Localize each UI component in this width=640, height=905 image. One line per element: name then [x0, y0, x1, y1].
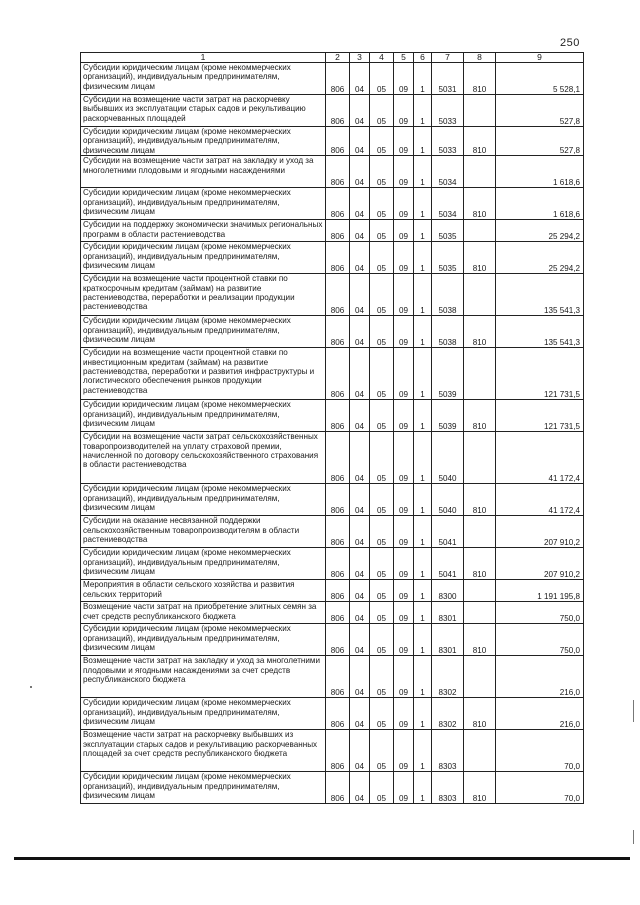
code-cell: 810	[464, 624, 496, 656]
code-cell: 1	[414, 624, 432, 656]
code-cell: 810	[464, 698, 496, 730]
code-cell: 1	[414, 432, 432, 484]
header-cell: 6	[414, 53, 432, 63]
code-cell: 09	[394, 63, 414, 95]
amount-cell: 121 731,5	[496, 348, 584, 400]
row-name-cell: Субсидии на оказание несвязанной поддержки сельскохозяйственным товаропроизводителям в области растениеводства	[81, 516, 326, 548]
code-cell: 05	[370, 188, 394, 220]
code-cell: 04	[350, 348, 370, 400]
code-cell: 810	[464, 63, 496, 95]
table-row	[81, 624, 584, 656]
code-cell: 5039	[432, 348, 464, 400]
code-cell: 1	[414, 602, 432, 624]
header-cell: 1	[81, 53, 326, 63]
amount-cell: 41 172,4	[496, 484, 584, 516]
header-cell: 4	[370, 53, 394, 63]
code-cell: 04	[350, 602, 370, 624]
row-name-cell: Субсидии юридическим лицам (кроме некоммерческих организаций), индивидуальным предпринимателям, физическим лицам	[81, 63, 326, 95]
code-cell	[464, 516, 496, 548]
table-row	[81, 95, 584, 127]
code-cell: 806	[326, 316, 350, 348]
table-row	[81, 698, 584, 730]
code-cell	[464, 348, 496, 400]
code-cell: 05	[370, 548, 394, 580]
amount-cell: 750,0	[496, 624, 584, 656]
code-cell: 04	[350, 220, 370, 242]
code-cell: 806	[326, 516, 350, 548]
budget-table	[80, 52, 584, 804]
code-cell: 09	[394, 624, 414, 656]
amount-cell: 25 294,2	[496, 220, 584, 242]
code-cell: 09	[394, 432, 414, 484]
header-cell: 5	[394, 53, 414, 63]
code-cell	[464, 156, 496, 188]
code-cell: 1	[414, 772, 432, 804]
table-row	[81, 516, 584, 548]
code-cell: 810	[464, 316, 496, 348]
code-cell: 5034	[432, 156, 464, 188]
code-cell: 05	[370, 698, 394, 730]
code-cell: 5033	[432, 95, 464, 127]
header-cell: 9	[496, 53, 584, 63]
code-cell: 09	[394, 274, 414, 316]
amount-cell: 1 191 195,8	[496, 580, 584, 602]
code-cell: 806	[326, 400, 350, 432]
code-cell: 05	[370, 580, 394, 602]
code-cell: 09	[394, 400, 414, 432]
code-cell: 1	[414, 127, 432, 156]
code-cell	[464, 220, 496, 242]
code-cell: 806	[326, 274, 350, 316]
amount-cell: 135 541,3	[496, 316, 584, 348]
code-cell: 1	[414, 348, 432, 400]
row-name-cell: Субсидии на возмещение части затрат на раскорчевку выбывших из эксплуатации старых садов и рекультивацию раскорчеванных площадей	[81, 95, 326, 127]
code-cell: 04	[350, 95, 370, 127]
code-cell: 806	[326, 484, 350, 516]
header-cell: 7	[432, 53, 464, 63]
code-cell: 5040	[432, 484, 464, 516]
code-cell: 810	[464, 484, 496, 516]
code-cell: 5038	[432, 316, 464, 348]
table-row	[81, 580, 584, 602]
code-cell: 806	[326, 95, 350, 127]
code-cell: 05	[370, 602, 394, 624]
code-cell	[464, 432, 496, 484]
table-header	[81, 53, 584, 63]
amount-cell: 5 528,1	[496, 63, 584, 95]
scan-speck	[30, 686, 32, 688]
code-cell: 04	[350, 188, 370, 220]
row-name-cell: Возмещение части затрат на приобретение элитных семян за счет средств республиканского бюджета	[81, 602, 326, 624]
amount-cell: 70,0	[496, 772, 584, 804]
code-cell: 05	[370, 95, 394, 127]
code-cell: 806	[326, 548, 350, 580]
table-row	[81, 274, 584, 316]
amount-cell: 527,8	[496, 95, 584, 127]
row-name-cell: Субсидии юридическим лицам (кроме некоммерческих организаций), индивидуальным предпринимателям, физическим лицам	[81, 624, 326, 656]
amount-cell: 70,0	[496, 730, 584, 772]
table-row	[81, 188, 584, 220]
amount-cell: 1 618,6	[496, 188, 584, 220]
code-cell	[464, 656, 496, 698]
table-row	[81, 432, 584, 484]
code-cell: 8302	[432, 698, 464, 730]
code-cell: 5039	[432, 400, 464, 432]
code-cell: 806	[326, 63, 350, 95]
row-name-cell: Возмещение части затрат на раскорчевку выбывших из эксплуатации старых садов и рекультивацию раскорчеванных площадей за счет средств республиканского бюджета	[81, 730, 326, 772]
table-row	[81, 400, 584, 432]
scan-streak	[633, 830, 634, 844]
table-row	[81, 602, 584, 624]
code-cell: 806	[326, 730, 350, 772]
table-row	[81, 730, 584, 772]
code-cell: 04	[350, 656, 370, 698]
code-cell: 806	[326, 127, 350, 156]
code-cell: 806	[326, 580, 350, 602]
row-name-cell: Субсидии юридическим лицам (кроме некоммерческих организаций), индивидуальным предпринимателям, физическим лицам	[81, 484, 326, 516]
code-cell: 1	[414, 242, 432, 274]
amount-cell: 216,0	[496, 656, 584, 698]
code-cell: 05	[370, 316, 394, 348]
code-cell: 09	[394, 156, 414, 188]
row-name-cell: Возмещение части затрат на закладку и уход за многолетними плодовыми и ягодными насаждениями за счет средств республиканского бюджета	[81, 656, 326, 698]
code-cell: 05	[370, 400, 394, 432]
code-cell: 1	[414, 656, 432, 698]
code-cell: 1	[414, 63, 432, 95]
row-name-cell: Субсидии юридическим лицам (кроме некоммерческих организаций), индивидуальным предпринимателям, физическим лицам	[81, 316, 326, 348]
code-cell: 810	[464, 188, 496, 220]
code-cell: 05	[370, 348, 394, 400]
code-cell: 05	[370, 516, 394, 548]
code-cell: 05	[370, 63, 394, 95]
code-cell: 09	[394, 242, 414, 274]
code-cell	[464, 730, 496, 772]
code-cell: 806	[326, 602, 350, 624]
code-cell: 04	[350, 772, 370, 804]
table-row	[81, 348, 584, 400]
code-cell: 5041	[432, 548, 464, 580]
code-cell: 05	[370, 242, 394, 274]
row-name-cell: Субсидии на возмещение части затрат на закладку и уход за многолетними плодовыми и ягодными насаждениями	[81, 156, 326, 188]
code-cell: 8302	[432, 656, 464, 698]
code-cell: 8301	[432, 624, 464, 656]
row-name-cell: Субсидии юридическим лицам (кроме некоммерческих организаций), индивидуальным предпринимателям, физическим лицам	[81, 698, 326, 730]
code-cell: 09	[394, 772, 414, 804]
code-cell: 806	[326, 348, 350, 400]
code-cell: 04	[350, 316, 370, 348]
table-row	[81, 220, 584, 242]
code-cell: 1	[414, 484, 432, 516]
table-row	[81, 63, 584, 95]
code-cell: 09	[394, 516, 414, 548]
code-cell: 8303	[432, 772, 464, 804]
code-cell: 5040	[432, 432, 464, 484]
code-cell: 1	[414, 516, 432, 548]
header-row	[81, 53, 584, 63]
code-cell: 1	[414, 730, 432, 772]
row-name-cell: Субсидии на поддержку экономически значимых региональных программ в области растениеводства	[81, 220, 326, 242]
table-row	[81, 156, 584, 188]
code-cell: 1	[414, 95, 432, 127]
table-row	[81, 484, 584, 516]
code-cell: 806	[326, 624, 350, 656]
row-name-cell: Субсидии на возмещение части затрат сельскохозяйственных товаропроизводителей на уплату страховой премии, начисленной по договору сельскохозяйственного страхования в области растениеводства	[81, 432, 326, 484]
code-cell: 04	[350, 580, 370, 602]
code-cell: 09	[394, 656, 414, 698]
code-cell: 05	[370, 274, 394, 316]
table-row	[81, 316, 584, 348]
code-cell: 810	[464, 242, 496, 274]
code-cell: 04	[350, 127, 370, 156]
code-cell: 5038	[432, 274, 464, 316]
table-row	[81, 656, 584, 698]
amount-cell: 527,8	[496, 127, 584, 156]
code-cell: 806	[326, 698, 350, 730]
row-name-cell: Субсидии на возмещение части процентной ставки по краткосрочным кредитам (займам) на развитие растениеводства, переработки и реализации продукции растениеводства	[81, 274, 326, 316]
code-cell: 09	[394, 548, 414, 580]
scan-streak	[633, 700, 634, 722]
code-cell: 806	[326, 432, 350, 484]
code-cell	[464, 95, 496, 127]
code-cell: 09	[394, 602, 414, 624]
code-cell: 5035	[432, 242, 464, 274]
code-cell: 09	[394, 730, 414, 772]
code-cell: 04	[350, 624, 370, 656]
header-cell: 3	[350, 53, 370, 63]
code-cell: 5035	[432, 220, 464, 242]
code-cell: 04	[350, 274, 370, 316]
code-cell: 05	[370, 220, 394, 242]
row-name-cell: Субсидии юридическим лицам (кроме некоммерческих организаций), индивидуальным предпринимателям, физическим лицам	[81, 400, 326, 432]
code-cell: 8303	[432, 730, 464, 772]
code-cell: 1	[414, 274, 432, 316]
code-cell: 1	[414, 156, 432, 188]
amount-cell: 216,0	[496, 698, 584, 730]
amount-cell: 750,0	[496, 602, 584, 624]
code-cell: 09	[394, 95, 414, 127]
header-cell: 8	[464, 53, 496, 63]
table-row	[81, 548, 584, 580]
code-cell: 810	[464, 772, 496, 804]
code-cell: 5033	[432, 127, 464, 156]
code-cell	[464, 580, 496, 602]
code-cell: 09	[394, 316, 414, 348]
code-cell: 04	[350, 432, 370, 484]
code-cell: 04	[350, 730, 370, 772]
amount-cell: 1 618,6	[496, 156, 584, 188]
code-cell: 1	[414, 580, 432, 602]
code-cell: 04	[350, 400, 370, 432]
amount-cell: 25 294,2	[496, 242, 584, 274]
row-name-cell: Субсидии юридическим лицам (кроме некоммерческих организаций), индивидуальным предпринимателям, физическим лицам	[81, 242, 326, 274]
row-name-cell: Субсидии юридическим лицам (кроме некоммерческих организаций), индивидуальным предпринимателям, физическим лицам	[81, 548, 326, 580]
code-cell: 05	[370, 624, 394, 656]
code-cell: 05	[370, 484, 394, 516]
code-cell: 806	[326, 242, 350, 274]
code-cell: 806	[326, 656, 350, 698]
code-cell: 05	[370, 432, 394, 484]
code-cell: 806	[326, 772, 350, 804]
code-cell: 5034	[432, 188, 464, 220]
code-cell: 1	[414, 220, 432, 242]
code-cell: 8300	[432, 580, 464, 602]
code-cell: 09	[394, 698, 414, 730]
table-row	[81, 242, 584, 274]
code-cell: 09	[394, 348, 414, 400]
code-cell: 04	[350, 698, 370, 730]
code-cell: 5031	[432, 63, 464, 95]
code-cell: 05	[370, 127, 394, 156]
code-cell: 810	[464, 548, 496, 580]
row-name-cell: Субсидии юридическим лицам (кроме некоммерческих организаций), индивидуальным предпринимателям, физическим лицам	[81, 127, 326, 156]
code-cell: 1	[414, 400, 432, 432]
amount-cell: 207 910,2	[496, 516, 584, 548]
table-row	[81, 772, 584, 804]
code-cell: 1	[414, 316, 432, 348]
code-cell: 1	[414, 698, 432, 730]
row-name-cell: Субсидии юридическим лицам (кроме некоммерческих организаций), индивидуальным предпринимателям, физическим лицам	[81, 772, 326, 804]
code-cell: 8301	[432, 602, 464, 624]
code-cell: 04	[350, 242, 370, 274]
code-cell: 05	[370, 772, 394, 804]
code-cell: 09	[394, 580, 414, 602]
code-cell: 04	[350, 484, 370, 516]
code-cell	[464, 274, 496, 316]
amount-cell: 207 910,2	[496, 548, 584, 580]
amount-cell: 135 541,3	[496, 274, 584, 316]
code-cell: 05	[370, 656, 394, 698]
code-cell: 1	[414, 188, 432, 220]
page-bottom-rule	[14, 857, 630, 860]
code-cell: 5041	[432, 516, 464, 548]
code-cell: 04	[350, 63, 370, 95]
table-row	[81, 127, 584, 156]
code-cell: 05	[370, 730, 394, 772]
page-number: 250	[560, 37, 580, 49]
table-body	[81, 63, 584, 804]
code-cell: 810	[464, 400, 496, 432]
row-name-cell: Мероприятия в области сельского хозяйства и развития сельских территорий	[81, 580, 326, 602]
header-cell: 2	[326, 53, 350, 63]
amount-cell: 41 172,4	[496, 432, 584, 484]
code-cell: 09	[394, 484, 414, 516]
code-cell: 09	[394, 220, 414, 242]
code-cell: 04	[350, 548, 370, 580]
code-cell: 806	[326, 156, 350, 188]
code-cell: 806	[326, 220, 350, 242]
code-cell: 806	[326, 188, 350, 220]
code-cell: 810	[464, 127, 496, 156]
code-cell: 04	[350, 156, 370, 188]
code-cell	[464, 602, 496, 624]
code-cell: 05	[370, 156, 394, 188]
code-cell: 09	[394, 188, 414, 220]
code-cell: 04	[350, 516, 370, 548]
amount-cell: 121 731,5	[496, 400, 584, 432]
row-name-cell: Субсидии на возмещение части процентной ставки по инвестиционным кредитам (займам) на развитие растениеводства, переработки и развития инфраструктуры и логистического обеспечения рынков продукции растениеводства	[81, 348, 326, 400]
code-cell: 09	[394, 127, 414, 156]
code-cell: 1	[414, 548, 432, 580]
row-name-cell: Субсидии юридическим лицам (кроме некоммерческих организаций), индивидуальным предпринимателям, физическим лицам	[81, 188, 326, 220]
